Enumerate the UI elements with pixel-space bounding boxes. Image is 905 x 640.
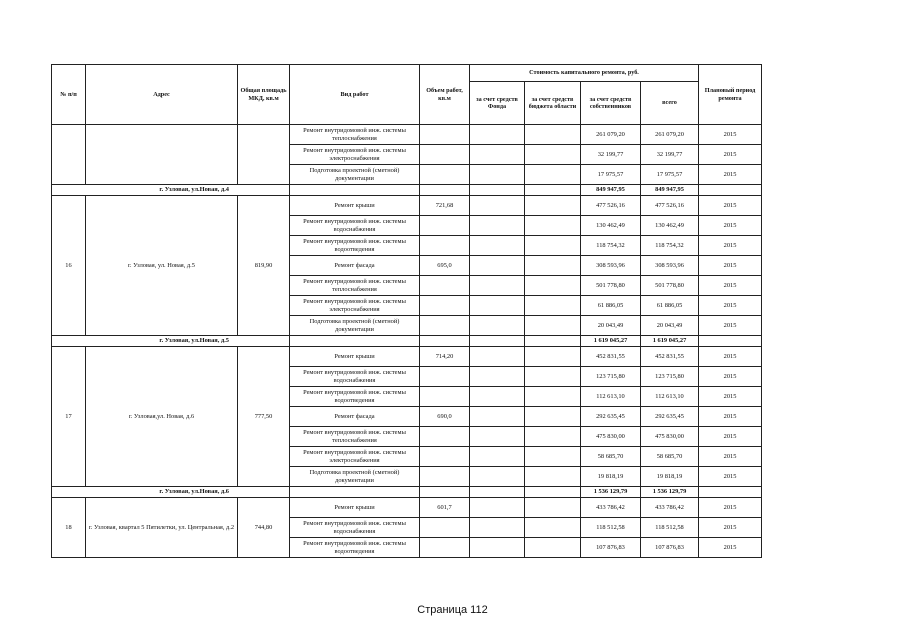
- total-cell: 433 786,42: [641, 498, 699, 518]
- owners-cell: 261 079,20: [581, 125, 641, 145]
- total-cell: 501 778,80: [641, 276, 699, 296]
- budget-cell: [525, 196, 581, 216]
- total-cell: 19 818,19: [641, 467, 699, 487]
- work-type-cell: Ремонт внутридомовой инж. системы электроснабжения: [290, 145, 420, 165]
- total-cell: 292 635,45: [641, 407, 699, 427]
- budget-cell: [525, 216, 581, 236]
- budget-cell: [525, 447, 581, 467]
- row-area-cell: 744,80: [238, 498, 290, 558]
- subtotal-label: г. Узловая, ул.Новая, д.5: [52, 336, 290, 347]
- fund-cell: [470, 387, 525, 407]
- empty-cell: [525, 487, 581, 498]
- total-cell: 477 526,16: [641, 196, 699, 216]
- col-period-header: Плановый период ремонта: [699, 65, 762, 125]
- total-cell: 61 886,05: [641, 296, 699, 316]
- fund-cell: [470, 196, 525, 216]
- subtotal-row: [52, 185, 762, 196]
- row-num-cell: 17: [52, 347, 86, 487]
- volume-cell: 714,20: [420, 347, 470, 367]
- owners-cell: 130 462,49: [581, 216, 641, 236]
- budget-cell: [525, 165, 581, 185]
- budget-cell: [525, 427, 581, 447]
- budget-cell: [525, 125, 581, 145]
- total-cell: 123 715,80: [641, 367, 699, 387]
- subtotal-total-cell: 1 536 129,79: [641, 487, 699, 498]
- table-row: [52, 347, 762, 367]
- period-cell: 2015: [699, 538, 762, 558]
- empty-cell: [290, 185, 420, 196]
- work-type-cell: Подготовка проектной (сметной) документации: [290, 316, 420, 336]
- period-cell: 2015: [699, 165, 762, 185]
- subtotal-row: [52, 487, 762, 498]
- col-fund-header: за счет средств Фонда: [470, 82, 525, 125]
- subtotal-owners-cell: 1 619 045,27: [581, 336, 641, 347]
- empty-cell: [470, 336, 525, 347]
- empty-cell: [420, 487, 470, 498]
- owners-cell: 32 199,77: [581, 145, 641, 165]
- total-cell: 452 831,55: [641, 347, 699, 367]
- budget-cell: [525, 407, 581, 427]
- period-cell: 2015: [699, 196, 762, 216]
- volume-cell: [420, 518, 470, 538]
- fund-cell: [470, 467, 525, 487]
- work-type-cell: Ремонт внутридомовой инж. системы водоотведения: [290, 538, 420, 558]
- total-cell: 118 754,32: [641, 236, 699, 256]
- total-cell: 20 043,49: [641, 316, 699, 336]
- period-cell: 2015: [699, 216, 762, 236]
- empty-cell: [699, 185, 762, 196]
- period-cell: 2015: [699, 467, 762, 487]
- fund-cell: [470, 347, 525, 367]
- budget-cell: [525, 236, 581, 256]
- volume-cell: [420, 216, 470, 236]
- fund-cell: [470, 316, 525, 336]
- total-cell: 58 685,70: [641, 447, 699, 467]
- total-cell: 118 512,58: [641, 518, 699, 538]
- volume-cell: 690,0: [420, 407, 470, 427]
- budget-cell: [525, 498, 581, 518]
- row-area-cell: 819,90: [238, 196, 290, 336]
- table-row: [52, 125, 762, 145]
- work-type-cell: Ремонт внутридомовой инж. системы водоотведения: [290, 236, 420, 256]
- fund-cell: [470, 165, 525, 185]
- row-area-cell: 777,50: [238, 347, 290, 487]
- volume-cell: [420, 125, 470, 145]
- budget-cell: [525, 367, 581, 387]
- empty-cell: [290, 487, 420, 498]
- fund-cell: [470, 447, 525, 467]
- work-type-cell: Подготовка проектной (сметной) документации: [290, 467, 420, 487]
- work-type-cell: Ремонт фасада: [290, 256, 420, 276]
- fund-cell: [470, 276, 525, 296]
- row-num-cell: 16: [52, 196, 86, 336]
- col-budget-header: за счет средств бюджета области: [525, 82, 581, 125]
- fund-cell: [470, 236, 525, 256]
- work-type-cell: Подготовка проектной (сметной) документации: [290, 165, 420, 185]
- subtotal-label: г. Узловая, ул.Новая, д.4: [52, 185, 290, 196]
- owners-cell: 475 830,00: [581, 427, 641, 447]
- volume-cell: [420, 236, 470, 256]
- subtotal-label: г. Узловая, ул.Новая, д.6: [52, 487, 290, 498]
- period-cell: 2015: [699, 427, 762, 447]
- volume-cell: [420, 145, 470, 165]
- volume-cell: [420, 447, 470, 467]
- volume-cell: [420, 276, 470, 296]
- period-cell: 2015: [699, 347, 762, 367]
- col-owners-header: за счет средств собственников: [581, 82, 641, 125]
- fund-cell: [470, 216, 525, 236]
- owners-cell: 61 886,05: [581, 296, 641, 316]
- total-cell: 112 613,10: [641, 387, 699, 407]
- total-cell: 32 199,77: [641, 145, 699, 165]
- empty-cell: [699, 487, 762, 498]
- budget-cell: [525, 518, 581, 538]
- row-address-cell: г. Узловая,ул. Новая, д.6: [86, 347, 238, 487]
- subtotal-row: [52, 336, 762, 347]
- volume-cell: [420, 387, 470, 407]
- period-cell: 2015: [699, 236, 762, 256]
- empty-cell: [470, 185, 525, 196]
- budget-cell: [525, 347, 581, 367]
- work-type-cell: Ремонт крыши: [290, 498, 420, 518]
- work-type-cell: Ремонт внутридомовой инж. системы электроснабжения: [290, 296, 420, 316]
- subtotal-total-cell: 1 619 045,27: [641, 336, 699, 347]
- work-type-cell: Ремонт крыши: [290, 347, 420, 367]
- owners-cell: 107 876,83: [581, 538, 641, 558]
- volume-cell: [420, 467, 470, 487]
- work-type-cell: Ремонт внутридомовой инж. системы теплоснабжения: [290, 427, 420, 447]
- table-header: [52, 65, 762, 125]
- subtotal-owners-cell: 849 947,95: [581, 185, 641, 196]
- fund-cell: [470, 145, 525, 165]
- period-cell: 2015: [699, 498, 762, 518]
- period-cell: 2015: [699, 367, 762, 387]
- row-address-cell: г. Узловая, квартал 5 Пятилетки, ул. Центральная, д.2: [86, 498, 238, 558]
- empty-cell: [290, 336, 420, 347]
- period-cell: 2015: [699, 316, 762, 336]
- budget-cell: [525, 316, 581, 336]
- owners-cell: 20 043,49: [581, 316, 641, 336]
- volume-cell: 601,7: [420, 498, 470, 518]
- owners-cell: 112 613,10: [581, 387, 641, 407]
- budget-cell: [525, 276, 581, 296]
- row-area-cell: [238, 125, 290, 185]
- col-total-header: всего: [641, 82, 699, 125]
- table-body: [52, 125, 762, 558]
- total-cell: 107 876,83: [641, 538, 699, 558]
- period-cell: 2015: [699, 387, 762, 407]
- subtotal-owners-cell: 1 536 129,79: [581, 487, 641, 498]
- budget-cell: [525, 296, 581, 316]
- owners-cell: 19 818,19: [581, 467, 641, 487]
- owners-cell: 308 593,96: [581, 256, 641, 276]
- work-type-cell: Ремонт внутридомовой инж. системы водоснабжения: [290, 367, 420, 387]
- owners-cell: 501 778,80: [581, 276, 641, 296]
- col-address-header: Адрес: [86, 65, 238, 125]
- fund-cell: [470, 367, 525, 387]
- volume-cell: [420, 538, 470, 558]
- row-num-cell: 18: [52, 498, 86, 558]
- budget-cell: [525, 387, 581, 407]
- owners-cell: 123 715,80: [581, 367, 641, 387]
- capital-repair-table: [51, 64, 762, 558]
- period-cell: 2015: [699, 407, 762, 427]
- volume-cell: [420, 367, 470, 387]
- fund-cell: [470, 256, 525, 276]
- table-row: [52, 196, 762, 216]
- owners-cell: 292 635,45: [581, 407, 641, 427]
- budget-cell: [525, 256, 581, 276]
- work-type-cell: Ремонт внутридомовой инж. системы водоотведения: [290, 387, 420, 407]
- table-row: [52, 498, 762, 518]
- fund-cell: [470, 498, 525, 518]
- fund-cell: [470, 538, 525, 558]
- row-num-cell: [52, 125, 86, 185]
- period-cell: 2015: [699, 256, 762, 276]
- fund-cell: [470, 518, 525, 538]
- owners-cell: 58 685,70: [581, 447, 641, 467]
- budget-cell: [525, 145, 581, 165]
- empty-cell: [470, 487, 525, 498]
- subtotal-total-cell: 849 947,95: [641, 185, 699, 196]
- budget-cell: [525, 538, 581, 558]
- period-cell: 2015: [699, 518, 762, 538]
- work-type-cell: Ремонт внутридомовой инж. системы теплоснабжения: [290, 276, 420, 296]
- owners-cell: 477 526,16: [581, 196, 641, 216]
- empty-cell: [699, 336, 762, 347]
- total-cell: 261 079,20: [641, 125, 699, 145]
- work-type-cell: Ремонт крыши: [290, 196, 420, 216]
- col-volume-header: Объем работ, кв.м: [420, 65, 470, 125]
- work-type-cell: Ремонт внутридомовой инж. системы водоснабжения: [290, 518, 420, 538]
- col-num-header: № п/п: [52, 65, 86, 125]
- row-address-cell: г. Узловая, ул. Новая, д.5: [86, 196, 238, 336]
- owners-cell: 433 786,42: [581, 498, 641, 518]
- period-cell: 2015: [699, 125, 762, 145]
- period-cell: 2015: [699, 276, 762, 296]
- total-cell: 17 975,57: [641, 165, 699, 185]
- volume-cell: 695,0: [420, 256, 470, 276]
- empty-cell: [420, 185, 470, 196]
- col-area-header: Общая площадь МКД, кв.м: [238, 65, 290, 125]
- page-number: Страница 112: [417, 604, 488, 616]
- fund-cell: [470, 407, 525, 427]
- budget-cell: [525, 467, 581, 487]
- col-cost-group-header: Стоимость капитального ремонта, руб.: [470, 65, 699, 82]
- fund-cell: [470, 125, 525, 145]
- fund-cell: [470, 427, 525, 447]
- volume-cell: [420, 427, 470, 447]
- fund-cell: [470, 296, 525, 316]
- volume-cell: [420, 165, 470, 185]
- owners-cell: 118 754,32: [581, 236, 641, 256]
- work-type-cell: Ремонт внутридомовой инж. системы электроснабжения: [290, 447, 420, 467]
- owners-cell: 452 831,55: [581, 347, 641, 367]
- owners-cell: 118 512,58: [581, 518, 641, 538]
- volume-cell: [420, 316, 470, 336]
- work-type-cell: Ремонт фасада: [290, 407, 420, 427]
- empty-cell: [525, 185, 581, 196]
- col-work-header: Вид работ: [290, 65, 420, 125]
- total-cell: 130 462,49: [641, 216, 699, 236]
- work-type-cell: Ремонт внутридомовой инж. системы теплоснабжения: [290, 125, 420, 145]
- volume-cell: [420, 296, 470, 316]
- owners-cell: 17 975,57: [581, 165, 641, 185]
- period-cell: 2015: [699, 447, 762, 467]
- empty-cell: [420, 336, 470, 347]
- period-cell: 2015: [699, 145, 762, 165]
- total-cell: 475 830,00: [641, 427, 699, 447]
- total-cell: 308 593,96: [641, 256, 699, 276]
- row-address-cell: [86, 125, 238, 185]
- volume-cell: 721,68: [420, 196, 470, 216]
- period-cell: 2015: [699, 296, 762, 316]
- empty-cell: [525, 336, 581, 347]
- work-type-cell: Ремонт внутридомовой инж. системы водоснабжения: [290, 216, 420, 236]
